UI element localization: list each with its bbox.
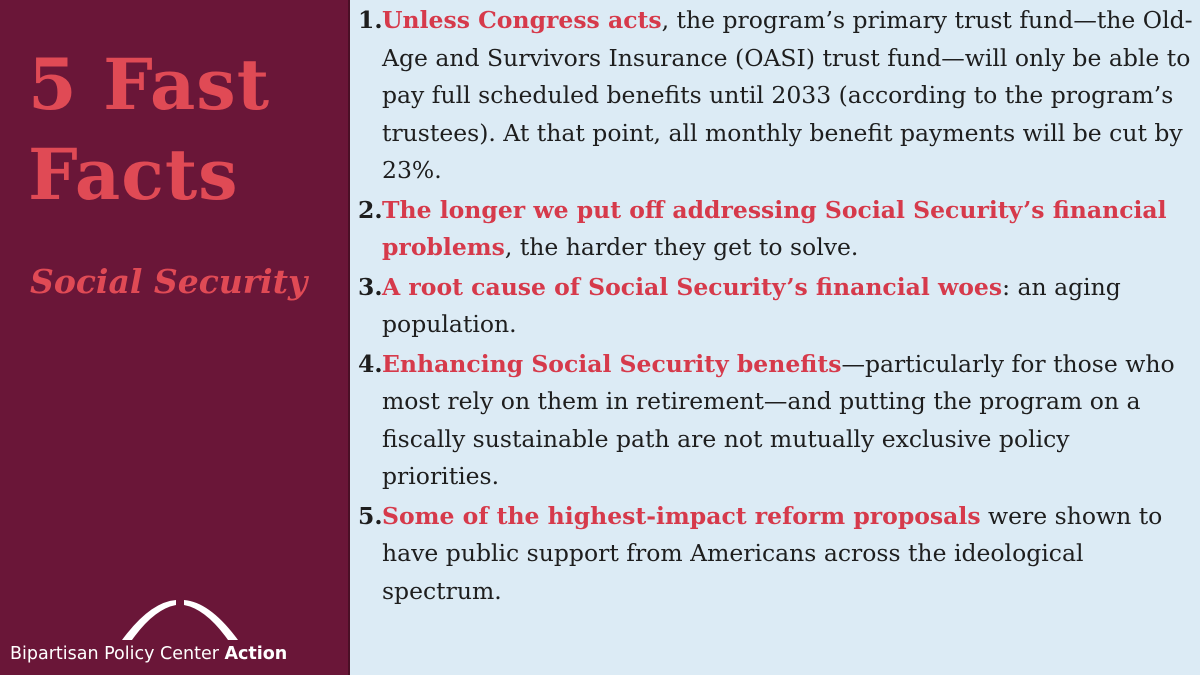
- fact-item-4: [358, 346, 1194, 496]
- fact-item-1: [358, 2, 1194, 190]
- fact-number: 1.: [358, 6, 383, 34]
- fact-number: 2.: [358, 195, 383, 224]
- fact-highlight: The longer we put off addressing Social Security’s financial problems: [382, 195, 1167, 261]
- logo-text-regular: Bipartisan Policy Center: [10, 644, 225, 664]
- fact-number: 5.: [358, 501, 383, 530]
- logo-text: [10, 644, 340, 664]
- fact-number: 3.: [358, 272, 383, 301]
- fact-item-5: [358, 498, 1194, 611]
- facts-list: [358, 2, 1194, 612]
- page-subtitle: Social Security: [30, 262, 308, 301]
- title-line-1: 5 Fast: [28, 43, 271, 126]
- logo-text-bold: Action: [224, 644, 288, 664]
- fact-highlight: Enhancing Social Security benefits: [382, 349, 842, 378]
- title-line-2: Facts: [28, 133, 239, 216]
- page-title: [28, 40, 338, 220]
- fact-highlight: Some of the highest-impact reform proposals: [382, 501, 981, 530]
- fact-highlight: A root cause of Social Security’s financial woes: [382, 272, 1003, 301]
- bpc-action-logo: [10, 596, 340, 668]
- fact-highlight: Unless Congress acts: [382, 6, 662, 34]
- fact-number: 4.: [358, 349, 383, 378]
- fact-item-2: [358, 192, 1194, 267]
- fact-text: were shown to have public support from Americans across the ideological spectrum.: [382, 501, 1163, 605]
- fact-text: , the harder they get to solve.: [504, 233, 859, 261]
- fact-text: —particularly for those who most rely on them in retirement—and putting the program on a fiscally sustainable path are not mutually exclusive policy priorities.: [382, 349, 1175, 490]
- sidebar-panel: [0, 0, 350, 675]
- fact-text: , the program’s primary trust fund—the Old-Age and Survivors Insurance (OASI) trust fund—will only be able to pay full scheduled benefits until 2033 (according to the program’s trustees). At that point, all monthly benefit payments will be cut by 23%.: [382, 6, 1193, 184]
- arch-icon: [120, 596, 240, 642]
- fact-text: : an aging population.: [382, 272, 1121, 338]
- fact-item-3: [358, 269, 1194, 344]
